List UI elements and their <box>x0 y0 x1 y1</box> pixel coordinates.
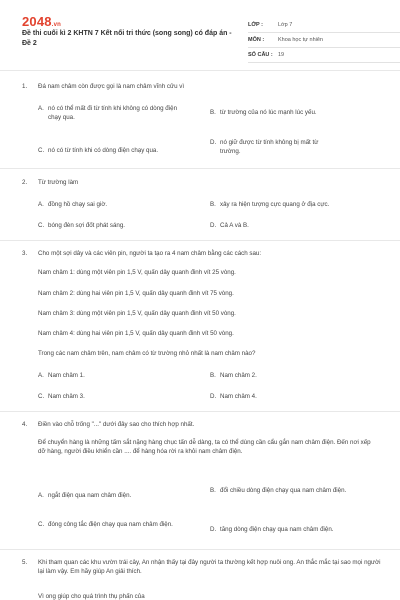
question-3-ask <box>22 349 382 358</box>
option-text: đổi chiều dòng điện chạy qua nam châm điện. <box>220 487 347 494</box>
option-letter: D. <box>210 526 217 533</box>
option-d[interactable] <box>210 138 330 156</box>
question-stem: Khi tham quan các khu vườn trái cây, An nhận thấy tại đây người ta thường kết hợp nuôi ong. An thắc mắc tại sao mọi người lại làm vậy. Em hãy giúp An giải thích. <box>38 559 381 575</box>
exam-meta <box>248 18 400 63</box>
question-3-para-1 <box>22 268 382 277</box>
option-b[interactable] <box>210 371 350 380</box>
question-paragraph: Nam châm 4: dùng hai viên pin 1,5 V, quấn dây quanh đinh vít 50 vòng. <box>38 330 234 337</box>
option-letter: C. <box>38 393 45 400</box>
divider <box>0 549 400 550</box>
option-letter: C. <box>38 521 45 528</box>
question-3 <box>22 249 382 258</box>
option-letter: C. <box>38 222 45 229</box>
question-paragraph: Nam châm 3: dùng một viên pin 1,5 V, quấn dây quanh đinh vít 50 vòng. <box>38 310 236 317</box>
divider <box>0 411 400 412</box>
option-a[interactable] <box>38 104 178 122</box>
option-letter: A. <box>38 201 44 208</box>
option-d[interactable] <box>210 392 350 401</box>
option-letter: B. <box>210 109 216 116</box>
option-text: Cả A và B. <box>220 222 249 229</box>
option-letter: A. <box>38 105 44 112</box>
question-paragraph: Trong các nam châm trên, nam châm có từ trường nhỏ nhất là nam châm nào? <box>38 350 256 357</box>
option-text: Nam châm 4. <box>220 393 257 400</box>
option-text: nó có từ tính khi có dòng điện chạy qua. <box>48 147 159 154</box>
question-paragraph: Để chuyển hàng là những tấm sắt nặng hàng chục tấn dễ dàng, ta có thể dùng cần cẩu gắn nam châm điện. Đến nơi xếp dỡ hàng, người điều khiển cần .... để hàng hóa rời ra khỏi nam châm điện. <box>38 439 371 455</box>
option-text: Nam châm 1. <box>48 372 85 379</box>
question-2 <box>22 178 382 187</box>
option-c[interactable] <box>38 392 178 401</box>
option-text: từ trường của nó lúc mạnh lúc yếu. <box>220 109 317 116</box>
question-number: 3. <box>22 250 28 257</box>
divider <box>0 70 400 71</box>
meta-count <box>248 48 400 63</box>
option-text: nó giữ được từ tính không bị mất từ trường. <box>220 139 319 155</box>
option-text: đồng hồ chạy sai giờ. <box>48 201 108 208</box>
option-letter: A. <box>38 492 44 499</box>
question-stem: Điền vào chỗ trống "..." dưới đây sao cho thích hợp nhất. <box>38 421 195 428</box>
divider <box>0 168 400 169</box>
option-c[interactable] <box>38 520 178 529</box>
exam-header <box>22 14 382 62</box>
option-text: Nam châm 2. <box>220 372 257 379</box>
meta-value: Lớp 7 <box>278 22 293 28</box>
question-3-para-2 <box>22 289 382 298</box>
meta-value: 19 <box>278 52 285 58</box>
option-letter: A. <box>38 372 44 379</box>
option-text: nó có thể mất đi từ tính khi không có dòng điện chạy qua. <box>48 105 178 121</box>
option-letter: D. <box>210 139 217 146</box>
divider <box>0 240 400 241</box>
option-text: ngắt điện qua nam châm điện. <box>48 492 132 499</box>
option-text: tăng dòng điện chạy qua nam châm điện. <box>220 526 334 533</box>
question-stem: Từ trường làm <box>38 179 79 186</box>
question-paragraph: Nam châm 1: dùng một viên pin 1,5 V, quấn dây quanh đinh vít 25 vòng. <box>38 269 236 276</box>
option-c[interactable] <box>38 221 198 230</box>
option-b[interactable] <box>210 108 350 117</box>
option-letter: B. <box>210 201 216 208</box>
option-letter: D. <box>210 393 217 400</box>
question-4 <box>22 420 382 429</box>
question-number: 4. <box>22 421 28 428</box>
question-stem: Đá nam châm còn được gọi là nam châm vĩnh cửu vì <box>38 83 185 90</box>
meta-key: LỚP : <box>248 22 263 28</box>
question-number: 1. <box>22 83 28 90</box>
question-stem: Cho một sợi dây và các viên pin, người ta tạo ra 4 nam châm bằng các cách sau: <box>38 250 262 257</box>
option-a[interactable] <box>38 200 198 209</box>
logo-suffix: .vn <box>51 22 62 28</box>
question-4-para <box>22 438 382 456</box>
question-paragraph: Nam châm 2: dùng hai viên pin 1,5 V, quấn dây quanh đinh vít 75 vòng. <box>38 290 234 297</box>
logo-main: 2048 <box>22 14 52 29</box>
option-a[interactable] <box>38 371 178 380</box>
meta-key: SỐ CÂU : <box>248 52 273 58</box>
meta-subject <box>248 33 400 48</box>
question-number: 5. <box>22 559 28 566</box>
option-b[interactable] <box>210 486 360 495</box>
question-3-para-3 <box>22 309 382 318</box>
option-d[interactable] <box>210 221 350 230</box>
option-a[interactable] <box>38 491 198 500</box>
question-3-para-4 <box>22 329 382 338</box>
option-c[interactable] <box>38 146 198 155</box>
option-text: đóng công tắc điện chạy qua nam châm điện. <box>48 521 173 528</box>
meta-key: MÔN : <box>248 37 265 43</box>
option-letter: B. <box>210 372 216 379</box>
option-d[interactable] <box>210 525 380 534</box>
option-text: xảy ra hiện tượng cực quang ở địa cực. <box>220 201 330 208</box>
option-b[interactable] <box>210 200 380 209</box>
option-letter: C. <box>38 147 45 154</box>
question-5 <box>22 558 382 576</box>
exam-title: Đề thi cuối kì 2 KHTN 7 Kết nối tri thức (song song) có đáp án - Đề 2 <box>22 30 232 47</box>
meta-class <box>248 18 400 33</box>
option-letter: B. <box>210 487 216 494</box>
option-text: bóng đèn sợi đốt phát sáng. <box>48 222 125 229</box>
site-logo[interactable] <box>22 14 61 29</box>
option-letter: D. <box>210 222 217 229</box>
option-text: Nam châm 3. <box>48 393 85 400</box>
question-number: 2. <box>22 179 28 186</box>
question-paragraph: Vì ong giúp cho quá trình thụ phấn của <box>38 593 145 600</box>
meta-value: Khoa học tự nhiên <box>278 37 323 43</box>
question-5-partial <box>38 592 358 600</box>
question-1 <box>22 82 382 91</box>
